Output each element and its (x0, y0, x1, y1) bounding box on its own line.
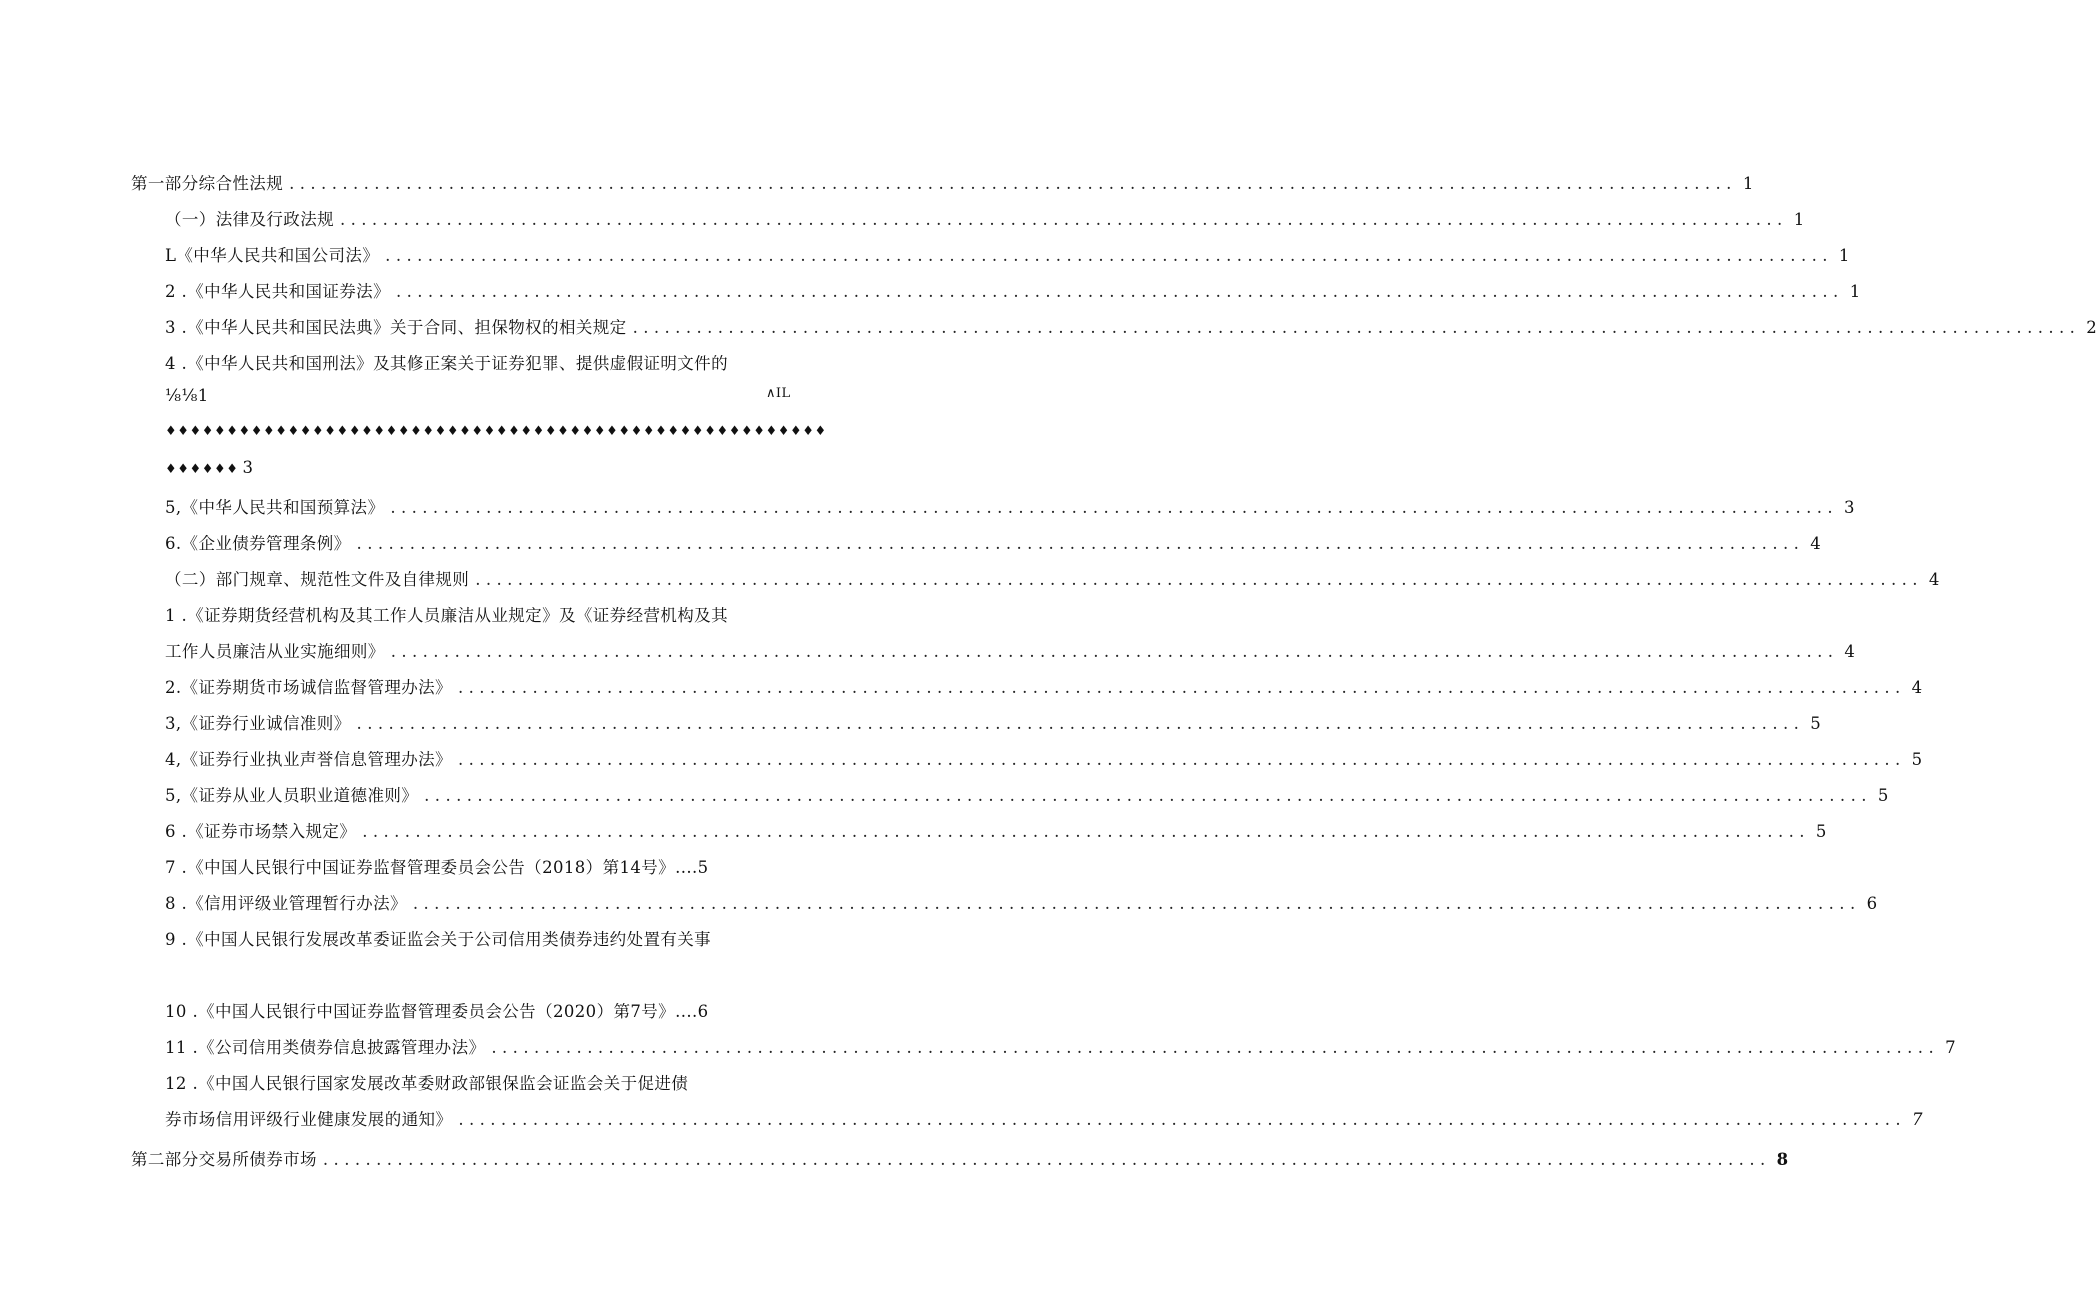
toc-title: 5,《中华人民共和国预算法》 (165, 498, 385, 517)
toc-entry-item2-1-line1[interactable]: 1 .《证券期货经营机构及其工作人员廉洁从业规定》及《证券经营机构及其 (165, 606, 728, 625)
toc-leader: ........................................................................................................................................ (385, 246, 1833, 265)
toc-page-number: 4 (1911, 678, 1923, 697)
toc-entry-item2-8[interactable] (165, 890, 1878, 914)
toc-title: 2.《证券期货市场诚信监督管理办法》 (165, 678, 452, 697)
toc-diamond-leader: ♦♦♦♦♦♦♦♦♦♦♦♦♦♦♦♦♦♦♦♦♦♦♦♦♦♦♦♦♦♦♦♦♦♦♦♦♦♦♦♦♦♦♦♦♦♦♦♦♦♦♦♦♦♦ (165, 424, 827, 439)
toc-page-number: 1 (1838, 246, 1850, 265)
toc-entry-item2-7[interactable]: 7 .《中国人民银行中国证券监督管理委员会公告（2018）第14号》....5 (165, 858, 709, 877)
toc-page-number: 1 (1742, 174, 1754, 193)
toc-title: 券市场信用评级行业健康发展的通知》 (165, 1110, 453, 1129)
toc-leader: ........................................................................................................................................ (632, 318, 2081, 337)
toc-entry-item2-5[interactable] (165, 782, 1889, 806)
toc-leader: ........................................................................................................................................ (396, 282, 1844, 301)
toc-leader: ........................................................................................................................................ (390, 642, 1839, 661)
toc-page-number: 4 (1928, 570, 1940, 589)
toc-title: 5,《证券从业人员职业道德准则》 (165, 786, 419, 805)
toc-leader: ........................................................................................................................................ (289, 174, 1737, 193)
toc-entry-item2-12-line2[interactable] (165, 1106, 1923, 1130)
toc-title: 第二部分交易所债券市场 (131, 1150, 317, 1169)
toc-entry-item2-9[interactable]: 9 .《中国人民银行发展改革委证监会关于公司信用类债券违约处置有关事 (165, 930, 712, 949)
toc-entry-item2-10[interactable]: 10 .《中国人民银行中国证券监督管理委员会公告（2020）第7号》....6 (165, 1002, 709, 1021)
toc-leader: ........................................................................................................................................ (390, 498, 1839, 517)
toc-page-number: 5 (1877, 786, 1889, 805)
toc-page-number: 2 (2086, 318, 2097, 337)
toc-entry-item1-1[interactable] (165, 242, 1850, 266)
toc-entry-part1[interactable] (131, 170, 1754, 194)
toc-title: 11 .《公司信用类债券信息披露管理办法》 (165, 1038, 486, 1057)
toc-leader: ........................................................................................................................................ (322, 1150, 1771, 1169)
toc-page-number: 7 (1945, 1038, 1956, 1057)
toc-page-number: 3 (1844, 498, 1855, 517)
toc-page-number: 8 (1776, 1150, 1789, 1169)
toc-leader: ........................................................................................................................................ (356, 714, 1805, 733)
toc-entry-sec1[interactable] (165, 206, 1805, 230)
toc-entry-item1-5[interactable] (165, 494, 1855, 518)
toc-page-number: 4 (1844, 642, 1856, 661)
toc-entry-item2-2[interactable] (165, 674, 1923, 698)
toc-entry-item2-3[interactable] (165, 710, 1822, 734)
toc-entry-item1-2[interactable] (165, 278, 1861, 302)
toc-page-number: 7 (1912, 1110, 1923, 1129)
toc-title: 6.《企业债券管理条例》 (165, 534, 351, 553)
toc-leader: ........................................................................................................................................ (491, 1038, 1940, 1057)
toc-title: 3,《证券行业诚信准则》 (165, 714, 351, 733)
toc-entry-item2-1-line2[interactable] (165, 638, 1856, 662)
toc-entry-sec2[interactable] (165, 566, 1940, 590)
toc-leader: ........................................................................................................................................ (458, 1110, 1907, 1129)
toc-page-number: 5 (1815, 822, 1827, 841)
toc-entry-item2-12-line1[interactable]: 12 .《中国人民银行国家发展改革委财政部银保监会证监会关于促进债 (165, 1074, 689, 1093)
toc-title: （二）部门规章、规范性文件及自律规则 (165, 570, 470, 589)
toc-title: 2 .《中华人民共和国证券法》 (165, 282, 390, 301)
toc-leader: ........................................................................................................................................ (340, 210, 1788, 229)
toc-entry-item1-6[interactable] (165, 530, 1822, 554)
toc-entry-item2-11[interactable] (165, 1034, 1956, 1058)
toc-leader: ........................................................................................................................................ (457, 750, 1906, 769)
toc-leader: ........................................................................................................................................ (356, 534, 1805, 553)
toc-leader: ........................................................................................................................................ (412, 894, 1861, 913)
toc-entry-item1-4-tail (165, 458, 253, 477)
toc-page-number: 4 (1810, 534, 1822, 553)
toc-title: 工作人员廉洁从业实施细则》 (165, 642, 385, 661)
toc-page-number: 1 (1793, 210, 1805, 229)
toc-title: 3 .《中华人民共和国民法典》关于合同、担保物权的相关规定 (165, 318, 627, 337)
toc-entry-item1-3[interactable] (165, 314, 2097, 338)
toc-page-number: 3 (242, 458, 254, 477)
toc-leader: ........................................................................................................................................ (424, 786, 1872, 805)
toc-entry-item1-4-line1[interactable]: 4 .《中华人民共和国刑法》及其修正案关于证券犯罪、提供虚假证明文件的 (165, 354, 728, 373)
toc-entry-part2[interactable] (131, 1146, 1789, 1170)
toc-title: L《中华人民共和国公司法》 (165, 246, 380, 265)
toc-diamond-tail: ♦♦♦♦♦♦ (165, 462, 239, 477)
toc-page-number: 5 (1810, 714, 1822, 733)
toc-garbled-mark: ∧ΙL (766, 386, 791, 401)
toc-entry-item2-6[interactable] (165, 818, 1827, 842)
toc-title: 8 .《信用评级业管理暂行办法》 (165, 894, 407, 913)
toc-title: 6 .《证券市场禁入规定》 (165, 822, 357, 841)
toc-page-number: 1 (1849, 282, 1861, 301)
toc-page-number: 6 (1866, 894, 1878, 913)
toc-page-number: 5 (1911, 750, 1923, 769)
toc-title: （一）法律及行政法规 (165, 210, 334, 229)
toc-entry-item2-4[interactable] (165, 746, 1923, 770)
toc-title: 4,《证券行业执业声誉信息管理办法》 (165, 750, 452, 769)
toc-leader: ........................................................................................................................................ (457, 678, 1906, 697)
toc-entry-item1-4-line2: ⅛⅛1 (165, 386, 209, 405)
toc-leader: ........................................................................................................................................ (362, 822, 1810, 841)
toc-leader: ........................................................................................................................................ (475, 570, 1923, 589)
toc-title: 第一部分综合性法规 (131, 174, 284, 193)
